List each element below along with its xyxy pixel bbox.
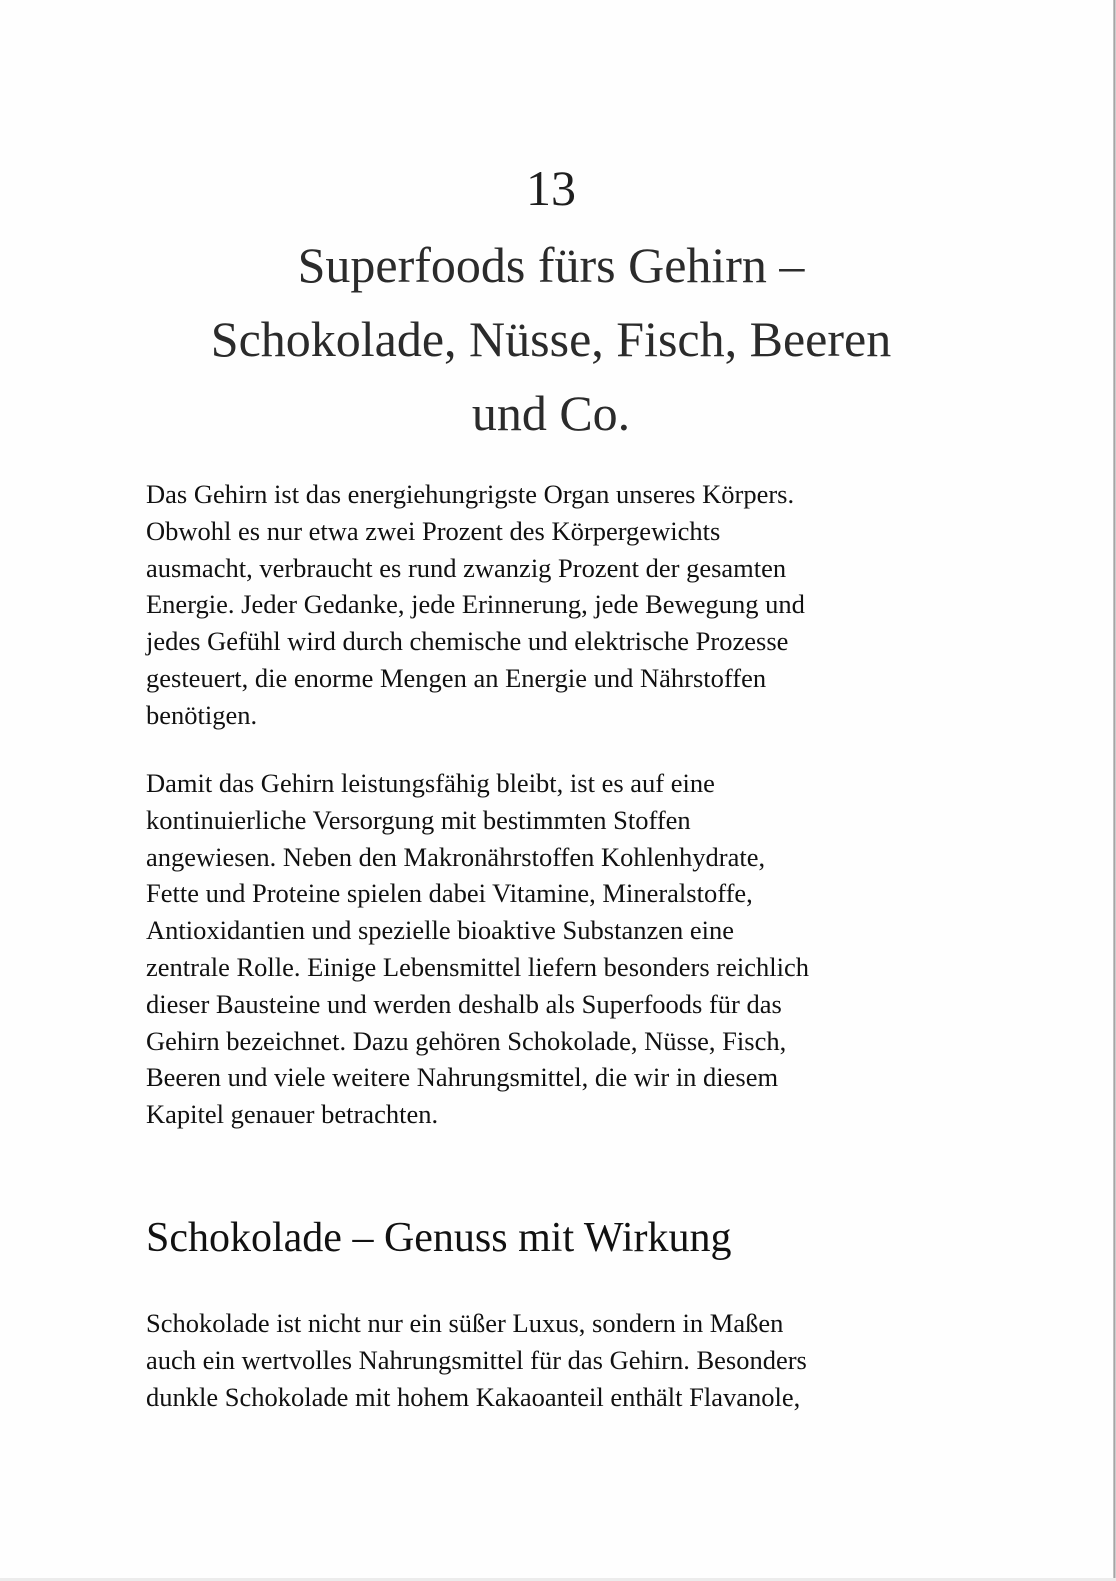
text-line: Schokolade ist nicht nur ein süßer Luxus, sondern in Maßen: [146, 1308, 784, 1338]
text-line: Obwohl es nur etwa zwei Prozent des Körpergewichts: [146, 515, 721, 546]
text-line: Das Gehirn ist das energiehungrigste Organ unseres Körpers.: [146, 479, 795, 509]
section-heading: Schokolade – Genuss mit Wirkung: [146, 1215, 732, 1261]
text-line: kontinuierliche Versorgung mit bestimmten Stoffen: [146, 804, 691, 835]
text-line: ausmacht, verbraucht es rund zwanzig Prozent der gesamten: [146, 552, 787, 583]
chapter-title: [146, 228, 956, 450]
text-line: dieser Bausteine und werden deshalb als Superfoods für das: [146, 988, 782, 1019]
intro-paragraph-2: [146, 765, 946, 1133]
text-line: auch ein wertvolles Nahrungsmittel für das Gehirn. Besonders: [146, 1344, 807, 1375]
chapter-title-line: Schokolade, Nüsse, Fisch, Beeren: [210, 311, 892, 367]
intro-paragraph-1: [146, 476, 946, 734]
text-line: Kapitel genauer betrachten.: [146, 1099, 439, 1130]
chapter-title-line: und Co.: [471, 385, 631, 441]
text-line: angewiesen. Neben den Makronährstoffen Kohlenhydrate,: [146, 841, 766, 872]
text-line: Gehirn bezeichnet. Dazu gehören Schokolade, Nüsse, Fisch,: [146, 1025, 787, 1056]
text-line: Energie. Jeder Gedanke, jede Erinnerung, jede Bewegung und: [146, 589, 805, 620]
text-line: Beeren und viele weitere Nahrungsmittel, die wir in diesem: [146, 1062, 779, 1093]
text-line: gesteuert, die enorme Mengen an Energie und Nährstoffen: [146, 662, 767, 693]
text-line: jedes Gefühl wird durch chemische und elektrische Prozesse: [146, 626, 789, 657]
chapter-number: 13: [526, 160, 576, 216]
chapter-title-line: Superfoods fürs Gehirn –: [297, 237, 805, 293]
text-line: Fette und Proteine spielen dabei Vitamine, Mineralstoffe,: [146, 878, 753, 909]
section-paragraph: [146, 1305, 946, 1415]
text-line: dunkle Schokolade mit hohem Kakaoanteil enthält Flavanole,: [146, 1381, 801, 1412]
text-line: Damit das Gehirn leistungsfähig bleibt, ist es auf eine: [146, 768, 715, 798]
text-line: Antioxidantien und spezielle bioaktive Substanzen eine: [146, 915, 734, 946]
text-line: zentrale Rolle. Einige Lebensmittel liefern besonders reichlich: [146, 951, 809, 982]
text-line: benötigen.: [146, 699, 258, 730]
